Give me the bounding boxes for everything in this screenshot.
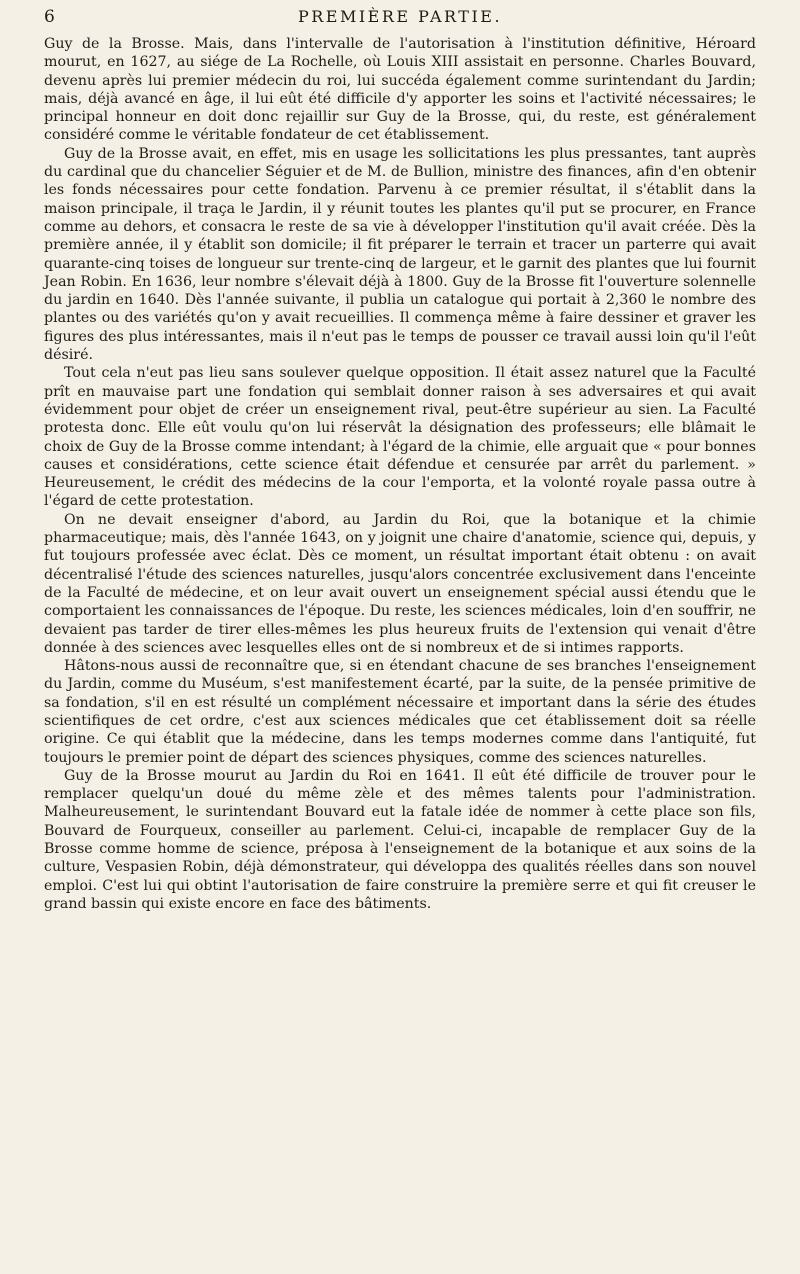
paragraph-3: Tout cela n'eut pas lieu sans soulever quelque opposition. Il était assez naturel que la Faculté prît en mauvaise part une fondation qui semblait donner raison à ses adversaires et qui avait évidemment pour objet de créer un enseignement rival, peut-être supérieur au sien. La Faculté protesta donc. Elle eût voulu qu'on lui réservât la désignation des professeurs; elle blâmait le choix de Guy de la Brosse comme intendant; à l'égard de la chimie, elle arguait que « pour bonnes causes et considérations, cette science était défendue et censurée par arrêt du parlement. » Heureusement, le crédit des médecins de la cour l'emporta, et la volonté royale passa outre à l'égard de cette protestation. — [44, 365, 756, 510]
page-number: 6 — [44, 7, 55, 27]
page-header — [44, 6, 756, 30]
running-head: PREMIÈRE PARTIE. — [297, 7, 503, 26]
paragraph-2: Guy de la Brosse avait, en effet, mis en usage les sollicitations les plus pressantes, tant auprès du cardinal que du chancelier Séguier et de M. de Bullion, ministre des finances, afin d'en obtenir les fonds nécessaires pour cette fondation. Parvenu à ce premier résultat, il s'établit dans la maison principale, il traça le Jardin, il y réunit toutes les plantes qu'il put se procurer, en France comme au dehors, et consacra le reste de sa vie à développer l'institution qu'il avait créée. Dès la première année, il y établit son domicile; il fit préparer le terrain et tracer un parterre qui avait quarante-cinq toises de longueur sur trente-cinq de largeur, et le garnit des plantes que lui fournit Jean Robin. En 1636, leur nombre s'élevait déjà à 1800. Guy de la Brosse fit l'ouverture solennelle du jardin en 1640. Dès l'année suivante, il publia un catalogue qui portait à 2,360 le nombre des plantes ou des variétés qu'on y avait recueillies. Il commença même à faire dessiner et graver les figures des plus intéressantes, mais il n'eut pas le temps de pousser ce travail aussi loin qu'il l'eût désiré. — [44, 145, 756, 364]
paragraph-6: Guy de la Brosse mourut au Jardin du Roi en 1641. Il eût été difficile de trouver pour le remplacer quelqu'un doué du même zèle et des mêmes talents pour l'administration. Malheureusement, le surintendant Bouvard eut la fatale idée de nommer à cette place son fils, Bouvard de Fourqueux, conseiller au parlement. Celui-ci, incapable de remplacer Guy de la Brosse comme homme de science, préposa à l'enseignement de la botanique et aux soins de la culture, Vespasien Robin, déjà démonstrateur, qui développa des qualités réelles dans son nouvel emploi. C'est lui qui obtint l'autorisation de faire construire la première serre et qui fit creuser le grand bassin qui existe encore en face des bâtiments. — [44, 767, 756, 912]
body-text — [44, 35, 756, 913]
paragraph-1: Guy de la Brosse. Mais, dans l'intervalle de l'autorisation à l'institution définitive, Héroard mourut, en 1627, au siége de La Rochelle, où Louis XIII assistait en personne. Charles Bouvard, devenu après lui premier médecin du roi, lui succéda également comme surintendant du Jardin; mais, déjà avancé en âge, il lui eût été difficile d'y apporter les soins et l'activité nécessaires; le principal honneur en doit donc rejaillir sur Guy de la Brosse, qui, du reste, est généralement considéré comme le véritable fondateur de cet établissement. — [44, 36, 756, 144]
paragraph-5: Hâtons-nous aussi de reconnaître que, si en étendant chacune de ses branches l'enseignement du Jardin, comme du Muséum, s'est manifestement écarté, par la suite, de la pensée primitive de sa fondation, s'il en est résulté un complément nécessaire et important dans la série des études scientifiques de cet ordre, c'est aux sciences médicales que cet établissement doit sa réelle origine. Ce qui établit que la médecine, dans les temps modernes comme dans l'antiquité, fut toujours le premier point de départ des sciences physiques, comme des sciences naturelles. — [44, 658, 756, 766]
paragraph-4: On ne devait enseigner d'abord, au Jardin du Roi, que la botanique et la chimie pharmaceutique; mais, dès l'année 1643, on y joignit une chaire d'anatomie, science qui, depuis, y fut toujours professée avec éclat. Dès ce moment, un résultat important était obtenu : on avait décentralisé l'étude des sciences naturelles, jusqu'alors concentrée exclusivement dans l'enceinte de la Faculté de médecine, et on leur avait ouvert un enseignement spécial aussi étendu que le comportaient les connaissances de l'époque. Du reste, les sciences médicales, loin d'en souffrir, ne devaient pas tarder de tirer elles-mêmes les plus heureux fruits de l'extension qui venait d'être donnée à des sciences avec lesquelles elles ont de si nombreux et de si intimes rapports. — [44, 511, 756, 656]
